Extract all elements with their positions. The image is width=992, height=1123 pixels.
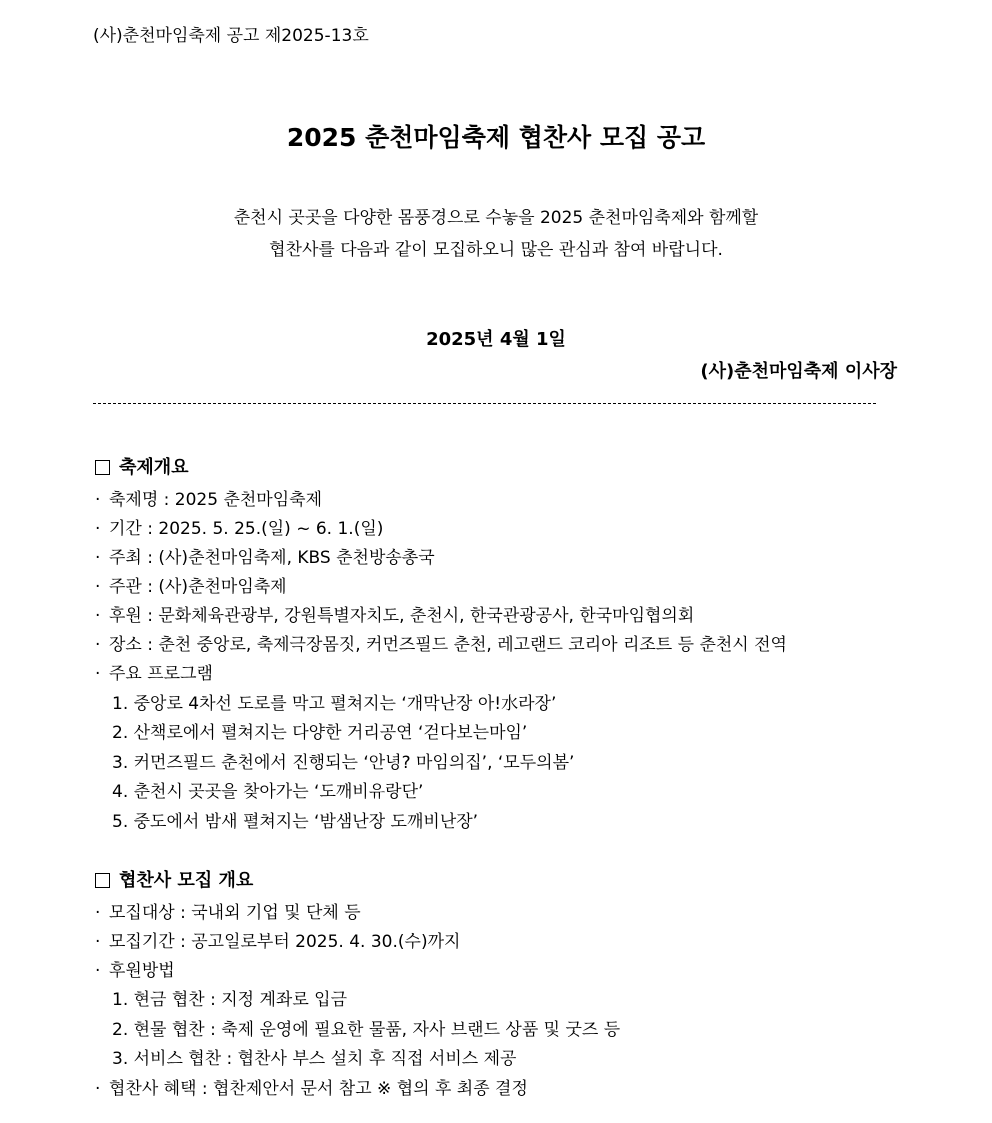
bullet-icon: · [95, 903, 101, 923]
list-item-text: 축제명 : 2025 춘천마임축제 [109, 490, 323, 510]
list-item-text: 협찬사 혜택 : 협찬제안서 문서 참고 ※ 협의 후 최종 결정 [109, 1079, 528, 1099]
bullet-icon: · [95, 490, 101, 510]
list-item-text: 후원방법 [109, 961, 175, 981]
checkbox-icon [95, 460, 110, 475]
issuer-name: (사)춘천마임축제 이사장 [700, 361, 897, 382]
list-item-text: 기간 : 2025. 5. 25.(일) ~ 6. 1.(일) [109, 519, 384, 539]
list-item [95, 489, 322, 511]
bullet-icon: · [95, 606, 101, 626]
list-item-text: 장소 : 춘천 중앙로, 축제극장몸짓, 커먼즈필드 춘천, 레고랜드 코리아 리조트 등 춘천시 전역 [109, 635, 787, 655]
page-title: 2025 춘천마임축제 협찬사 모집 공고 [286, 123, 706, 152]
program-item: 5. 중도에서 밤새 펼쳐지는 ‘밤샘난장 도깨비난장’ [112, 812, 479, 832]
bullet-icon: · [95, 1079, 101, 1099]
list-item-text: 주관 : (사)춘천마임축제 [109, 577, 287, 597]
program-item: 4. 춘천시 곳곳을 찾아가는 ‘도깨비유랑단’ [112, 782, 424, 802]
intro-line-2: 협찬사를 다음과 같이 모집하오니 많은 관심과 참여 바랍니다. [269, 240, 723, 260]
method-item: 2. 현물 협찬 : 축제 운영에 필요한 물품, 자사 브랜드 상품 및 굿즈 등 [112, 1020, 621, 1040]
program-item: 3. 커먼즈필드 춘천에서 진행되는 ‘안녕? 마임의집’, ‘모두의봄’ [112, 753, 575, 773]
dashed-separator [93, 403, 876, 404]
section-heading-label: 축제개요 [119, 457, 189, 478]
bullet-icon: · [95, 635, 101, 655]
list-item [95, 518, 383, 540]
program-item: 1. 중앙로 4차선 도로를 막고 펼쳐지는 ‘개막난장 아!水라장’ [112, 694, 557, 714]
intro-line-1: 춘천시 곳곳을 다양한 몸풍경으로 수놓을 2025 춘천마임축제와 함께할 [233, 208, 759, 228]
list-item-text: 후원 : 문화체육관광부, 강원특별자치도, 춘천시, 한국관광공사, 한국마임협의회 [109, 606, 695, 626]
list-item [95, 931, 460, 953]
list-item-text: 모집대상 : 국내외 기업 및 단체 등 [109, 903, 361, 923]
list-item-text: 모집기간 : 공고일로부터 2025. 4. 30.(수)까지 [109, 932, 461, 952]
checkbox-icon [95, 873, 110, 888]
bullet-icon: · [95, 664, 101, 684]
section-heading-label: 협찬사 모집 개요 [119, 870, 254, 891]
document-number: (사)춘천마임축제 공고 제2025-13호 [93, 26, 369, 46]
list-item [95, 902, 361, 924]
section-heading-sponsor-recruitment [95, 869, 253, 893]
program-item: 2. 산책로에서 펼쳐지는 다양한 거리공연 ‘걷다보는마임’ [112, 723, 528, 743]
method-item: 1. 현금 협찬 : 지정 계좌로 입금 [112, 990, 348, 1010]
list-item [95, 634, 787, 656]
list-item [95, 663, 213, 685]
bullet-icon: · [95, 577, 101, 597]
method-item: 3. 서비스 협찬 : 협찬사 부스 설치 후 직접 서비스 제공 [112, 1049, 517, 1069]
list-item [95, 1078, 528, 1100]
list-item [95, 547, 435, 569]
bullet-icon: · [95, 932, 101, 952]
list-item-text: 주요 프로그램 [109, 664, 213, 684]
bullet-icon: · [95, 519, 101, 539]
section-heading-festival-overview [95, 456, 189, 480]
bullet-icon: · [95, 961, 101, 981]
bullet-icon: · [95, 548, 101, 568]
list-item-text: 주최 : (사)춘천마임축제, KBS 춘천방송총국 [109, 548, 435, 568]
list-item [95, 576, 287, 598]
list-item [95, 960, 175, 982]
announcement-date: 2025년 4월 1일 [426, 329, 566, 350]
list-item [95, 605, 694, 627]
